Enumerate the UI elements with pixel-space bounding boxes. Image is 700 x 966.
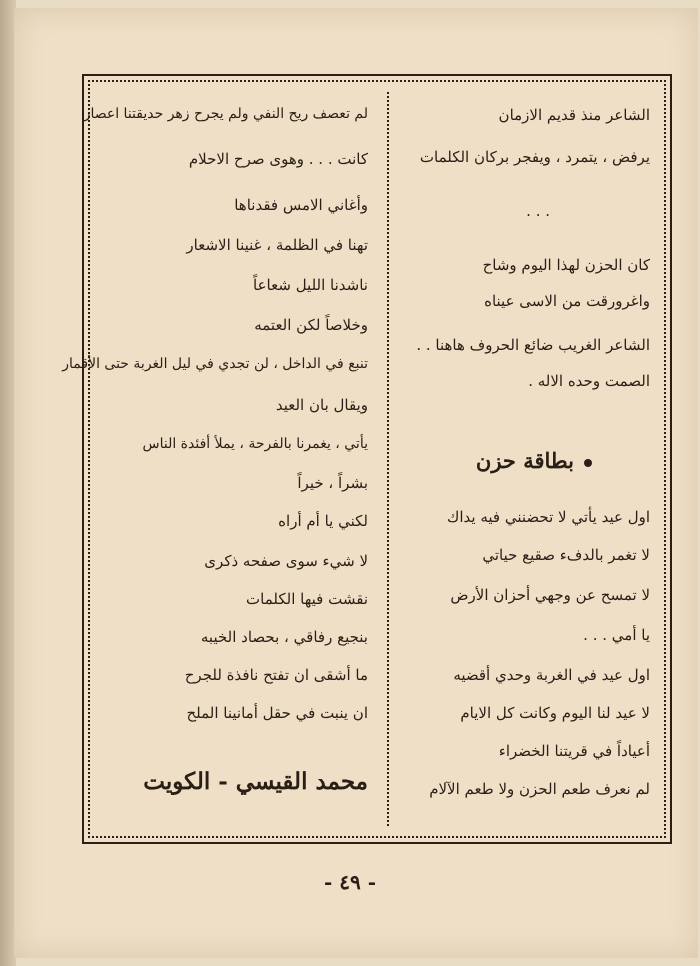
poem-line: لا عيد لنا اليوم وكانت كل الايام xyxy=(460,704,650,722)
poem-line: لكني يا أم أراه xyxy=(278,512,368,530)
poem-line: لا شيء سوى صفحه ذكرى xyxy=(204,552,368,570)
column-divider xyxy=(387,92,389,826)
author-signature: محمد القيسي - الكويت xyxy=(143,768,368,795)
poem-line: ويقال بان العيد xyxy=(275,396,368,414)
poem-line: بنجيع رفاقي ، بحصاد الخيبه xyxy=(200,628,368,646)
poem-line: اول عيد في الغربة وحدي أقضيه xyxy=(453,666,650,684)
verse-line: يرفض ، يتمرد ، ويفجر بركان الكلمات xyxy=(419,148,650,166)
poem-line: اول عيد يأتي لا تحضنني فيه يداك xyxy=(447,508,650,526)
verse-line: الصمت وحده الاله . xyxy=(528,372,650,390)
poem-line: ما أشقى ان تفتح نافذة للجرح xyxy=(184,666,368,684)
page-number: - ٤٩ - xyxy=(323,870,376,894)
verse-line: الشاعر الغريب ضائع الحروف هاهنا . . xyxy=(416,336,650,354)
poem-line: لا تغمر بالدفء صقيع حياتي xyxy=(482,546,650,564)
poem-line: كانت . . . وهوى صرح الاحلام xyxy=(188,150,368,168)
poem-title xyxy=(476,448,592,473)
poem-line: لا تمسح عن وجهي أحزان الأرض xyxy=(450,586,650,604)
verse-line: واغرورقت من الاسى عيناه xyxy=(484,292,650,310)
poem-line: يأتي ، يغمرنا بالفرحة ، يملأ أفئدة الناس xyxy=(142,436,368,452)
poem-line: وخلاصاً لكن العتمه xyxy=(254,316,368,334)
verse-line: كان الحزن لهذا اليوم وشاح xyxy=(482,256,650,274)
bullet-icon xyxy=(584,459,592,467)
poem-line: ناشدنا الليل شعاعاً xyxy=(253,276,368,294)
poem-line: تنبع في الداخل ، لن تجدي في ليل الغربة حتى الأقمار xyxy=(62,356,368,372)
poem-line: نقشت فيها الكلمات xyxy=(246,590,368,608)
poem-line: لم نعرف طعم الحزن ولا طعم الآلام xyxy=(429,780,650,798)
poem-line: يا أمي . . . xyxy=(583,626,650,644)
poem-line: تهنا في الظلمة ، غنينا الاشعار xyxy=(186,236,368,254)
poem-title-text: بطاقة حزن xyxy=(475,448,574,473)
poem-line: أعياداً في قريتنا الخضراء xyxy=(498,742,650,760)
poem-line: ان ينبت في حقل أمانينا الملح xyxy=(186,704,368,722)
poem-line: بشراً ، خيراً xyxy=(297,474,368,492)
ellipsis-line: . . . xyxy=(526,202,550,220)
poem-line: وأغاني الامس فقدناها xyxy=(234,196,368,214)
verse-line: الشاعر منذ قديم الازمان xyxy=(498,106,650,124)
poem-line: لم تعصف ريح النفي ولم يجرح زهر حديقتنا اعصار xyxy=(83,106,368,122)
